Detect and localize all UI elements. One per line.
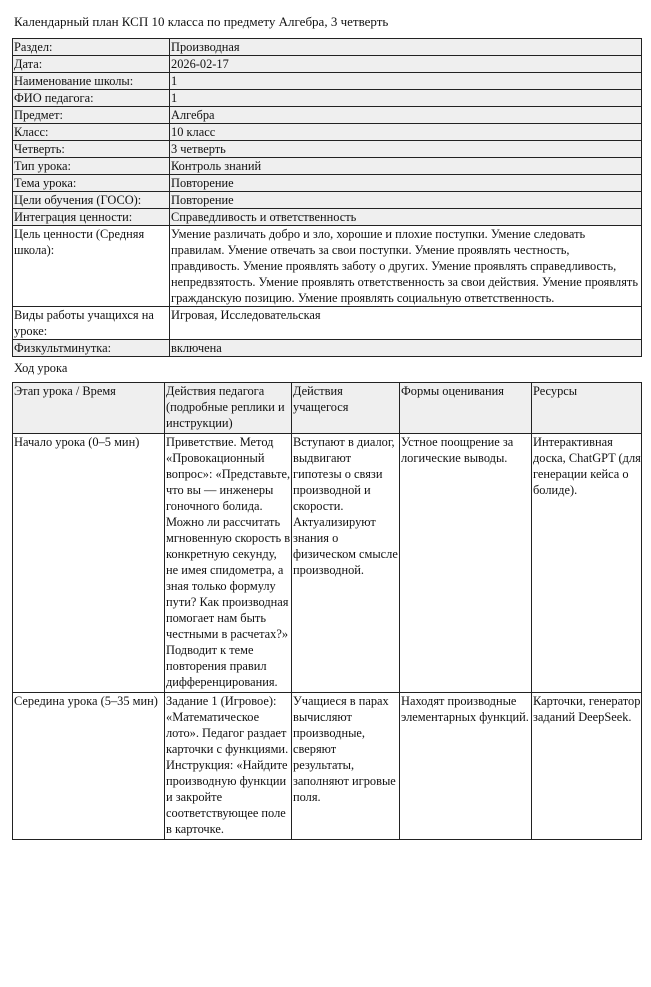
info-value: 1 — [170, 73, 642, 90]
info-label: Тип урока: — [13, 158, 170, 175]
info-value: Умение различать добро и зло, хорошие и плохие поступки. Умение следовать правилам. Умение отвечать за свои поступки. Умение проявлять честность, правдивость. Умение проявлять заботу о других. Умение проявлять справедливость, непредвзятость. Умение проявлять ответственность за свои действия. Умение проявлять гражданскую позицию. Умение проявлять социальную ответственность. — [170, 226, 642, 307]
table-row — [13, 693, 642, 840]
info-value: Игровая, Исследовательская — [170, 307, 642, 340]
column-header-student-actions: Действия учащегося — [292, 383, 400, 434]
info-row-grade — [13, 124, 642, 141]
info-row-section — [13, 39, 642, 56]
info-row-lesson-type — [13, 158, 642, 175]
info-value: Справедливость и ответственность — [170, 209, 642, 226]
info-label: Физкультминутка: — [13, 340, 170, 357]
info-label: Интеграция ценности: — [13, 209, 170, 226]
table-row — [13, 434, 642, 693]
info-value: 3 четверть — [170, 141, 642, 158]
info-value: Производная — [170, 39, 642, 56]
student-actions-cell: Вступают в диалог, выдвигают гипотезы о связи производной и скорости. Актуализируют знания о физическом смысле производной. — [292, 434, 400, 693]
info-label: Виды работы учащихся на уроке: — [13, 307, 170, 340]
info-value: Повторение — [170, 175, 642, 192]
info-label: Раздел: — [13, 39, 170, 56]
teacher-actions-cell: Задание 1 (Игровое): «Математическое лото». Педагог раздает карточки с функциями. Инструкция: «Найдите производную функции и закройте соответствующее поле в карточке. — [165, 693, 292, 840]
info-row-date — [13, 56, 642, 73]
resources-cell: Интерактивная доска, ChatGPT (для генерации кейса о болиде). — [532, 434, 642, 693]
info-label: Тема урока: — [13, 175, 170, 192]
info-label: ФИО педагога: — [13, 90, 170, 107]
plan-header-row — [13, 383, 642, 434]
info-value: 10 класс — [170, 124, 642, 141]
info-label: Цели обучения (ГОСО): — [13, 192, 170, 209]
info-row-lesson-topic — [13, 175, 642, 192]
column-header-stage: Этап урока / Время — [13, 383, 165, 434]
column-header-resources: Ресурсы — [532, 383, 642, 434]
info-label: Дата: — [13, 56, 170, 73]
assessment-cell: Устное поощрение за логические выводы. — [400, 434, 532, 693]
lesson-info-table — [12, 38, 642, 357]
info-label: Предмет: — [13, 107, 170, 124]
assessment-cell: Находят производные элементарных функций. — [400, 693, 532, 840]
column-header-teacher-actions: Действия педагога (подробные реплики и инструкции) — [165, 383, 292, 434]
info-row-school-name — [13, 73, 642, 90]
info-value: включена — [170, 340, 642, 357]
info-row-physical-break — [13, 340, 642, 357]
info-row-value-integration — [13, 209, 642, 226]
lesson-flow-heading: Ход урока — [14, 361, 68, 375]
info-value: 1 — [170, 90, 642, 107]
info-value: Алгебра — [170, 107, 642, 124]
lesson-plan-table — [12, 382, 642, 840]
info-row-subject — [13, 107, 642, 124]
info-value: Контроль знаний — [170, 158, 642, 175]
column-header-assessment: Формы оценивания — [400, 383, 532, 434]
student-actions-cell: Учащиеся в парах вычисляют производные, сверяют результаты, заполняют игровые поля. — [292, 693, 400, 840]
info-label: Наименование школы: — [13, 73, 170, 90]
stage-cell: Середина урока (5–35 мин) — [13, 693, 165, 840]
info-value: Повторение — [170, 192, 642, 209]
document-title: Календарный план КСП 10 класса по предмету Алгебра, 3 четверть — [14, 14, 389, 29]
info-row-teacher-name — [13, 90, 642, 107]
resources-cell: Карточки, генератор заданий DeepSeek. — [532, 693, 642, 840]
info-row-student-work-types — [13, 307, 642, 340]
info-label: Класс: — [13, 124, 170, 141]
stage-cell: Начало урока (0–5 мин) — [13, 434, 165, 693]
teacher-actions-cell: Приветствие. Метод «Провокационный вопрос»: «Представьте, что вы — инженеры гоночного болида. Можно ли рассчитать мгновенную скорость в конкретную секунду, не имея спидометра, а зная только формулу пути? Как производная помогает нам быть честными в расчетах?» Подводит к теме повторения правил дифференцирования. — [165, 434, 292, 693]
info-row-value-goal — [13, 226, 642, 307]
info-row-quarter — [13, 141, 642, 158]
info-label: Четверть: — [13, 141, 170, 158]
info-row-learning-goals — [13, 192, 642, 209]
info-label: Цель ценности (Средняя школа): — [13, 226, 170, 307]
info-value: 2026-02-17 — [170, 56, 642, 73]
